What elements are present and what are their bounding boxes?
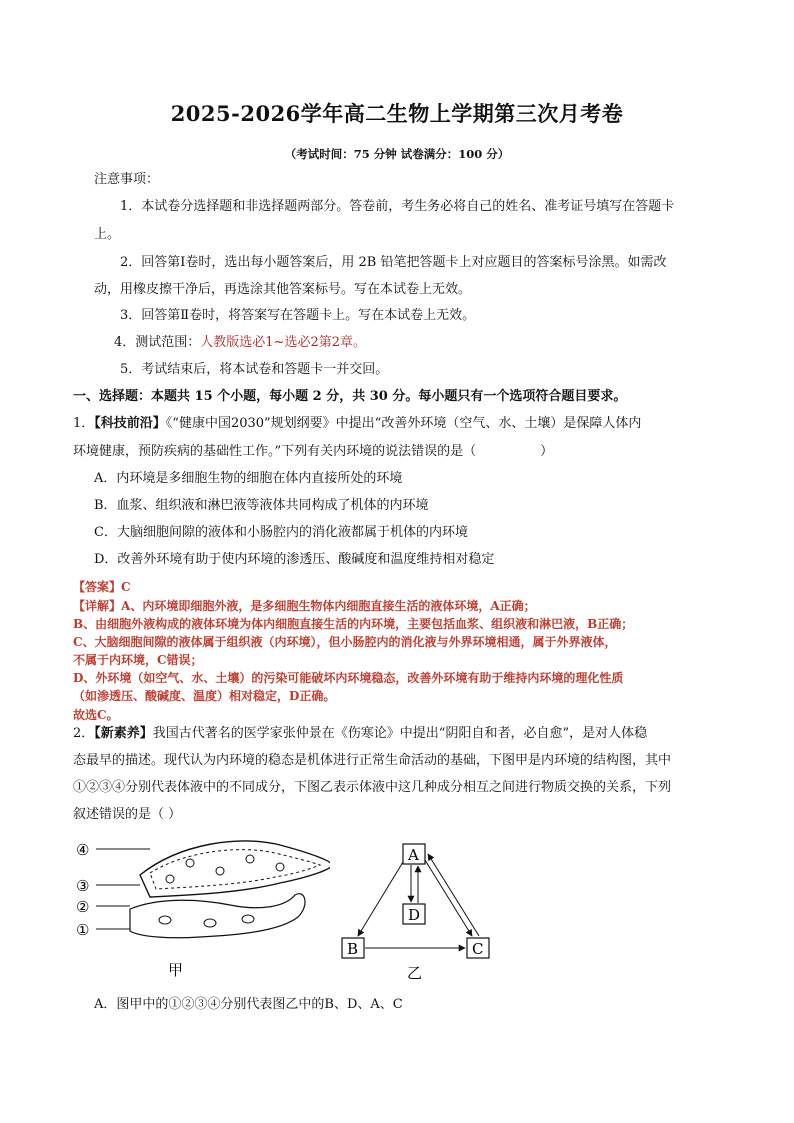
q1-explain-6: （如渗透压、酸碱度、温度）相对稳定，D正确。 bbox=[73, 689, 336, 703]
q1-answer bbox=[73, 578, 131, 596]
q1-tag: 【科技前沿】 bbox=[94, 416, 166, 431]
note-1-cont: 上。 bbox=[94, 227, 121, 242]
q1-explain-7: 故选C。 bbox=[73, 708, 119, 722]
q1-option-d: D．改善外环境有助于使内环境的渗透压、酸碱度和温度维持相对稳定 bbox=[94, 552, 495, 567]
q1-stem-text-2: 环境健康，预防疾病的基础性工作。”下列有关内环境的说法错误的是（ bbox=[73, 444, 477, 459]
blood-cell bbox=[276, 863, 284, 871]
q2-stem-text-1: 我国古代著名的医学家张仲景在《伤寒论》中提出“阴阳自和者，必自愈”，是对人体稳 bbox=[152, 726, 648, 741]
blood-cell bbox=[186, 859, 194, 867]
q2-number: 2． bbox=[73, 726, 95, 741]
q1-explain-5: D、外环境（如空气、水、土壤）的污染可能破坏内环境稳态，改善外环境有助于维持内环境的理化性质 bbox=[73, 671, 624, 685]
q1-explain-3: C、大脑细胞间隙的液体属于组织液（内环境），但小肠腔内的消化液与外界环境相通，属于外界液体， bbox=[73, 635, 617, 649]
q2-stem-line-2: 态最早的描述。现代认为内环境的稳态是机体进行正常生命活动的基础，下图甲是内环境的结构图，其中 bbox=[73, 753, 672, 768]
capillary-wall bbox=[140, 841, 330, 897]
answer-label: 【答案】 bbox=[73, 580, 122, 594]
q1-stem-line-2 bbox=[73, 443, 553, 461]
node-c: C bbox=[472, 940, 484, 958]
q1-option-a: A．内环境是多细胞生物的细胞在体内直接所处的环境 bbox=[94, 471, 403, 486]
q1-stem-close: ） bbox=[540, 444, 554, 459]
note-2-cont: 动，用橡皮擦干净后，再选涂其他答案标号。写在本试卷上无效。 bbox=[94, 282, 472, 297]
q1-number: 1． bbox=[73, 416, 95, 431]
answer-value: C bbox=[121, 580, 131, 594]
page-title: 2025-2026学年高二生物上学期第三次月考卷 bbox=[170, 101, 624, 126]
arrow-c-to-a bbox=[428, 854, 479, 936]
q1-stem-line-1 bbox=[73, 415, 641, 433]
note-2: 2．回答第Ⅰ卷时，选出每小题答案后，用 2B 铅笔把答题卡上对应题目的答案标号涂黑。如需改 bbox=[120, 255, 667, 270]
q1-option-b: B．血浆、组织液和淋巴液等液体共同构成了机体的内环境 bbox=[94, 498, 429, 513]
q2-tag: 【新素养】 bbox=[94, 726, 153, 741]
cell-nucleus bbox=[204, 919, 216, 927]
explain-text-1: A、内环境即细胞外液，是多细胞生物体内细胞直接生活的液体环境，A正确； bbox=[121, 599, 536, 613]
blood-cell bbox=[246, 855, 254, 863]
blood-cell bbox=[216, 867, 224, 875]
explain-label: 【详解】 bbox=[73, 599, 122, 613]
q1-explain-4: 不属于内环境，C错误； bbox=[73, 653, 203, 667]
q2-stem-line-3: ①②③④分别代表体液中的不同成分，下图乙表示体液中这几种成分相互之间进行物质交换的关系，下列 bbox=[73, 780, 672, 795]
q1-explain-1 bbox=[73, 597, 536, 615]
section-heading: 一、选择题：本题共 15 个小题，每小题 2 分，共 30 分。每小题只有一个选项符合题目要求。 bbox=[73, 389, 627, 404]
q1-stem-text: 《“健康中国2030”规划纲要》中提出“改善外环境（空气、水、土壤）是保障人体内 bbox=[165, 416, 642, 431]
note-3: 3．回答第Ⅱ卷时，将答案写在答题卡上。写在本试卷上无效。 bbox=[120, 308, 476, 323]
test-scope: 人教版选必1~选必2第2章。 bbox=[200, 335, 366, 350]
node-b: B bbox=[347, 940, 359, 958]
arrow-a-to-b bbox=[358, 862, 403, 936]
figure-jia bbox=[70, 835, 330, 985]
label-1: ① bbox=[76, 921, 90, 939]
q2-stem-line-1 bbox=[73, 725, 647, 743]
node-d: D bbox=[408, 906, 421, 924]
cell-nucleus bbox=[159, 916, 171, 924]
q1-option-c: C．大脑细胞间隙的液体和小肠腔内的消化液都属于机体的内环境 bbox=[94, 525, 468, 540]
figure-yi bbox=[330, 838, 510, 988]
label-3: ③ bbox=[76, 877, 90, 895]
label-4: ④ bbox=[76, 841, 90, 859]
notes-heading: 注意事项： bbox=[94, 172, 160, 187]
figure-yi-caption: 乙 bbox=[407, 964, 423, 982]
note-4 bbox=[114, 334, 366, 352]
node-a: A bbox=[408, 846, 419, 864]
note-5: 5．考试结束后，将本试卷和答题卡一并交回。 bbox=[120, 362, 389, 377]
exam-info: （考试时间：75 分钟 试卷满分：100 分） bbox=[284, 147, 510, 161]
q1-explain-2: B、由细胞外液构成的液体环境为体内细胞直接生活的内环境，主要包括血浆、组织液和淋巴液，B正确； bbox=[73, 617, 634, 631]
q2-stem-line-4: 叙述错误的是（ ） bbox=[73, 807, 182, 822]
note-1: 1．本试卷分选择题和非选择题两部分。答卷前，考生务必将自己的姓名、准考证号填写在答题卡 bbox=[120, 199, 675, 214]
note-4-prefix: 4．测试范围： bbox=[114, 335, 201, 350]
blood-cell bbox=[166, 875, 174, 883]
label-2: ② bbox=[76, 898, 90, 916]
figure-jia-caption: 甲 bbox=[168, 961, 184, 979]
capillary-lumen bbox=[150, 850, 320, 889]
q2-option-a: A．图甲中的①②③④分别代表图乙中的B、D、A、C bbox=[94, 997, 403, 1012]
arrow-a-to-c bbox=[425, 860, 472, 936]
tissue-cells bbox=[130, 894, 305, 938]
cell-nucleus bbox=[242, 915, 254, 923]
